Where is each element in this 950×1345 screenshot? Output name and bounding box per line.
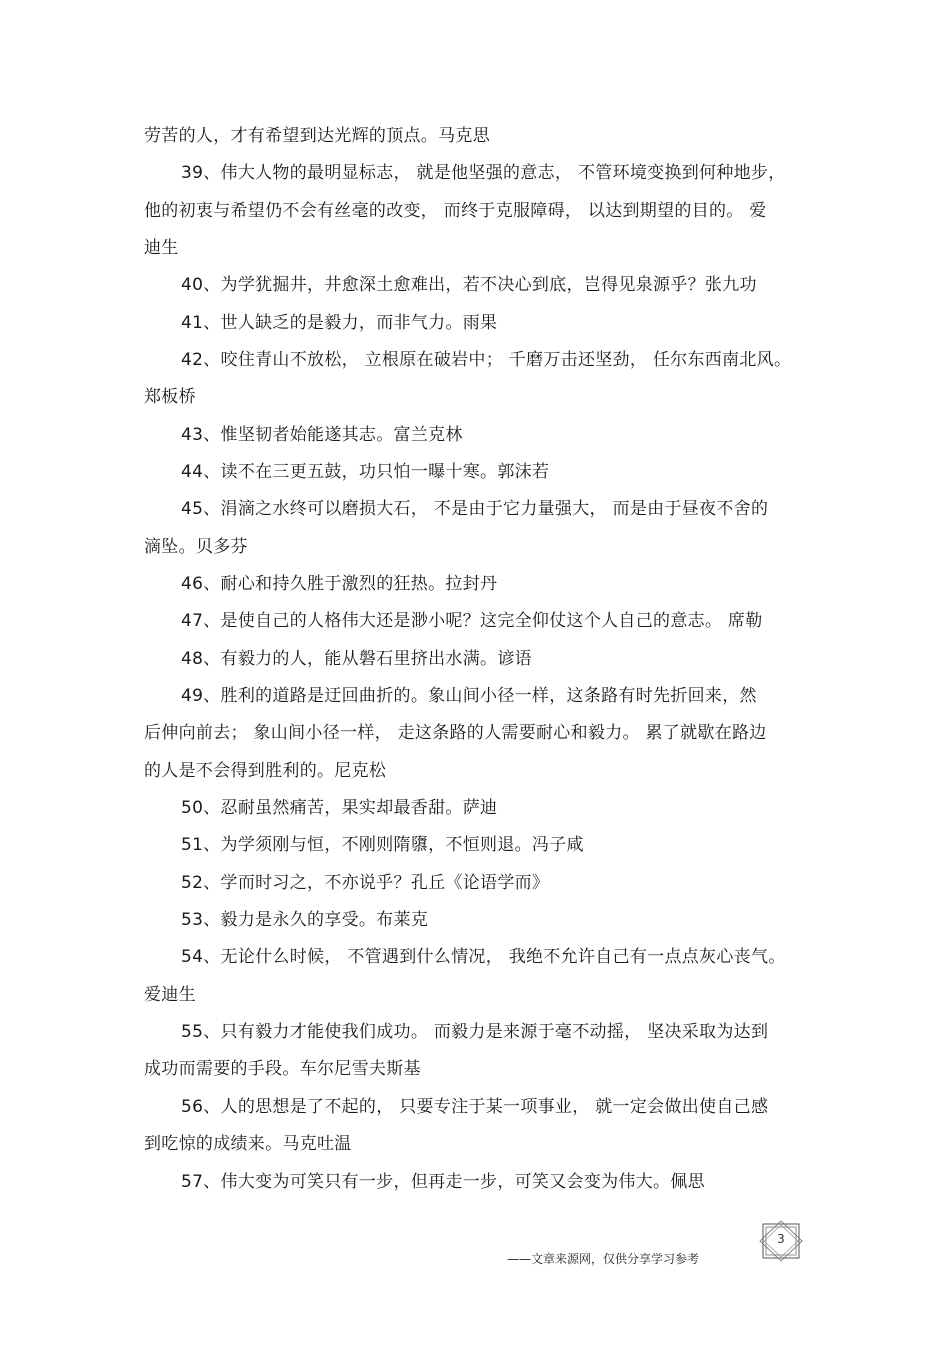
text-line: 劳苦的人，才有希望到达光辉的顶点。马克思 (144, 126, 490, 146)
quote-46: 46、耐心和持久胜于激烈的狂热。拉封丹 (181, 574, 498, 594)
footer-source-text: ——文章来源网，仅供分享学习参考 (507, 1252, 700, 1266)
quote-51: 51、为学须刚与恒，不刚则隋隳，不恒则退。冯子咸 (181, 835, 584, 855)
page-number: 3 (777, 1232, 785, 1246)
quote-54-line-1: 54、无论什么时候， 不管遇到什么情况， 我绝不允许自己有一点点灰心丧气。 (181, 947, 786, 967)
quote-39-line-2: 他的初衷与希望仍不会有丝毫的改变， 而终于克服障碍， 以达到期望的目的。 爱 (144, 201, 767, 221)
quote-49-line-1: 49、胜利的道路是迂回曲折的。象山间小径一样，这条路有时先折回来，然 (181, 686, 757, 706)
quote-43: 43、惟坚韧者始能遂其志。富兰克林 (181, 425, 463, 445)
page-number-badge (757, 1220, 805, 1262)
quote-41: 41、世人缺乏的是毅力，而非气力。雨果 (181, 313, 498, 333)
quote-42-line-2: 郑板桥 (144, 387, 196, 407)
quote-45-line-2: 滴坠。贝多芬 (144, 537, 248, 557)
quote-55-line-2: 成功而需要的手段。车尔尼雪夫斯基 (144, 1059, 421, 1079)
quote-40: 40、为学犹掘井，井愈深土愈难出，若不决心到底，岂得见泉源乎？张九功 (181, 275, 757, 295)
quote-52: 52、学而时习之，不亦说乎？孔丘《论语学而》 (181, 873, 550, 893)
quote-49-line-3: 的人是不会得到胜利的。尼克松 (144, 761, 387, 781)
quote-50: 50、忍耐虽然痛苦，果实却最香甜。萨迪 (181, 798, 498, 818)
quote-45-line-1: 45、涓滴之水终可以磨损大石， 不是由于它力量强大， 而是由于昼夜不舍的 (181, 499, 769, 519)
quote-55-line-1: 55、只有毅力才能使我们成功。 而毅力是来源于毫不动摇， 坚决采取为达到 (181, 1022, 769, 1042)
quote-54-line-2: 爱迪生 (144, 985, 196, 1005)
quote-49-line-2: 后伸向前去； 象山间小径一样， 走这条路的人需要耐心和毅力。 累了就歇在路边 (144, 723, 767, 743)
quote-39-line-3: 迪生 (144, 238, 179, 258)
quote-56-line-2: 到吃惊的成绩来。马克吐温 (144, 1134, 352, 1154)
quote-57: 57、伟大变为可笑只有一步，但再走一步，可笑又会变为伟大。佩思 (181, 1172, 705, 1192)
quote-47: 47、是使自己的人格伟大还是渺小呢？这完全仰仗这个人自己的意志。 席勒 (181, 611, 763, 631)
quote-53: 53、毅力是永久的享受。布莱克 (181, 910, 429, 930)
quote-39-line-1: 39、伟大人物的最明显标志， 就是他坚强的意志， 不管环境变换到何种地步， (181, 163, 786, 183)
quote-48: 48、有毅力的人，能从磐石里挤出水满。谚语 (181, 649, 532, 669)
quote-44: 44、读不在三更五鼓，功只怕一曝十寒。郭沫若 (181, 462, 550, 482)
quote-42-line-1: 42、咬住青山不放松， 立根原在破岩中； 千磨万击还坚劲， 任尔东西南北风。 (181, 350, 792, 370)
quote-56-line-1: 56、人的思想是了不起的， 只要专注于某一项事业， 就一定会做出使自己感 (181, 1097, 769, 1117)
